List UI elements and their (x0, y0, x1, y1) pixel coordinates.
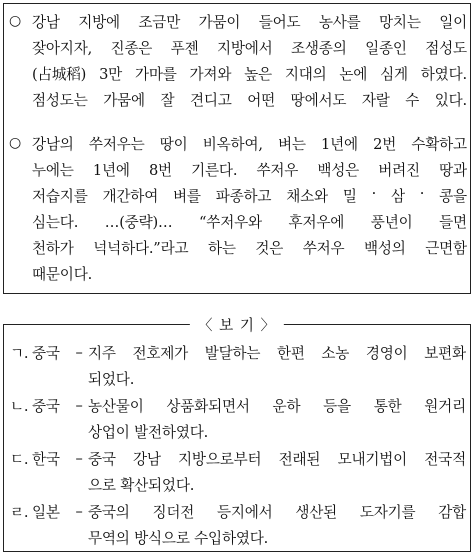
choice-text: 상업이 발전하였다. (88, 424, 209, 442)
choice-label: ㄹ. (10, 503, 29, 521)
passage-line (9, 234, 467, 260)
choice-text: 무역의 방식으로 수입하였다. (88, 530, 269, 548)
passage-line (9, 34, 467, 60)
choice-text: 중국 강남 지방으로부터 전래된 모내기법이 전국적 (88, 450, 466, 468)
choice-dash: – (75, 343, 83, 361)
bogi-choices (10, 339, 466, 551)
bullet-circle-icon: ○ (9, 13, 22, 29)
choice-digeut[interactable] (10, 445, 466, 498)
choice-text: 되었다. (88, 371, 135, 389)
passage-line-text: 점성도는 가뭄에 잘 견디고 어떤 땅에서도 자랄 수 있다. (32, 91, 467, 109)
choice-country: 중국 (32, 344, 60, 362)
choice-nieun[interactable] (10, 392, 466, 445)
passage-line (9, 60, 467, 86)
choice-text: 으로 확산되었다. (88, 477, 195, 495)
choice-rieul[interactable] (10, 498, 466, 551)
choice-text: 지주 전호제가 발달하는 한편 소농 경영이 보편화 (88, 344, 466, 362)
choice-line (10, 445, 466, 472)
passage-line (9, 156, 467, 182)
choice-country: 일본 (32, 503, 60, 521)
choice-label: ㄱ. (10, 344, 29, 362)
passage-line (9, 208, 467, 234)
passage-line (9, 130, 467, 156)
passage-line-text: 강남 지방에 조금만 가뭄이 들어도 농사를 망치는 일이 (32, 13, 467, 31)
choice-line (10, 366, 466, 393)
choice-dash: – (75, 396, 83, 414)
passage-line-text: 저습지를 개간하여 벼를 파종하고 채소와 밀 · 삼 · 콩을 (32, 184, 467, 205)
passage-line-text: 강남의 쑤저우는 땅이 비옥하여, 벼는 1년에 2번 수확하고 (32, 135, 467, 153)
passage-line-text: 천하가 넉넉하다.”라고 하는 것은 쑤저우 백성의 근면함 (32, 239, 467, 257)
bogi-box (3, 317, 471, 552)
choice-country: 한국 (32, 450, 60, 468)
passage-line-text: 잦아지자, 진종은 푸젠 지방에서 조생종의 일종인 점성도 (32, 39, 467, 57)
passage-line (9, 8, 467, 34)
passage-line-text: (占城稻) 3만 가마를 가져와 높은 지대의 논에 심게 하였다. (32, 65, 467, 83)
passage-line-text: 누에는 1년에 8번 기른다. 쑤저우 백성은 버려진 땅과 (32, 161, 467, 179)
choice-text: 중국의 징더전 등지에서 생산된 도자기를 감합 (88, 503, 466, 521)
passage-line (9, 86, 467, 112)
choice-label: ㄴ. (10, 397, 29, 415)
passage-paragraph-2 (9, 130, 467, 286)
choice-line (10, 472, 466, 499)
passage-line-text: 때문이다. (32, 265, 93, 283)
passage-line (9, 260, 467, 286)
choice-country: 중국 (32, 397, 60, 415)
choice-dash: – (75, 502, 83, 520)
choice-line (10, 419, 466, 446)
choice-line (10, 498, 466, 525)
choice-dash: – (75, 449, 83, 467)
choice-line (10, 339, 466, 366)
choice-line (10, 525, 466, 552)
passage-line (9, 182, 467, 208)
choice-text: 농산물이 상품화되면서 운하 등을 통한 원거리 (88, 397, 466, 415)
bogi-title: 〈 보 기 〉 (190, 314, 284, 335)
bullet-circle-icon: ○ (9, 135, 22, 151)
choice-label: ㄷ. (10, 450, 29, 468)
choice-line (10, 392, 466, 419)
passage-line-text: 심는다. …(중략)… “쑤저우와 후저우에 풍년이 들면 (32, 213, 467, 231)
passage-box (3, 3, 471, 294)
passage-paragraph-1 (9, 8, 467, 112)
choice-giyeok[interactable] (10, 339, 466, 392)
